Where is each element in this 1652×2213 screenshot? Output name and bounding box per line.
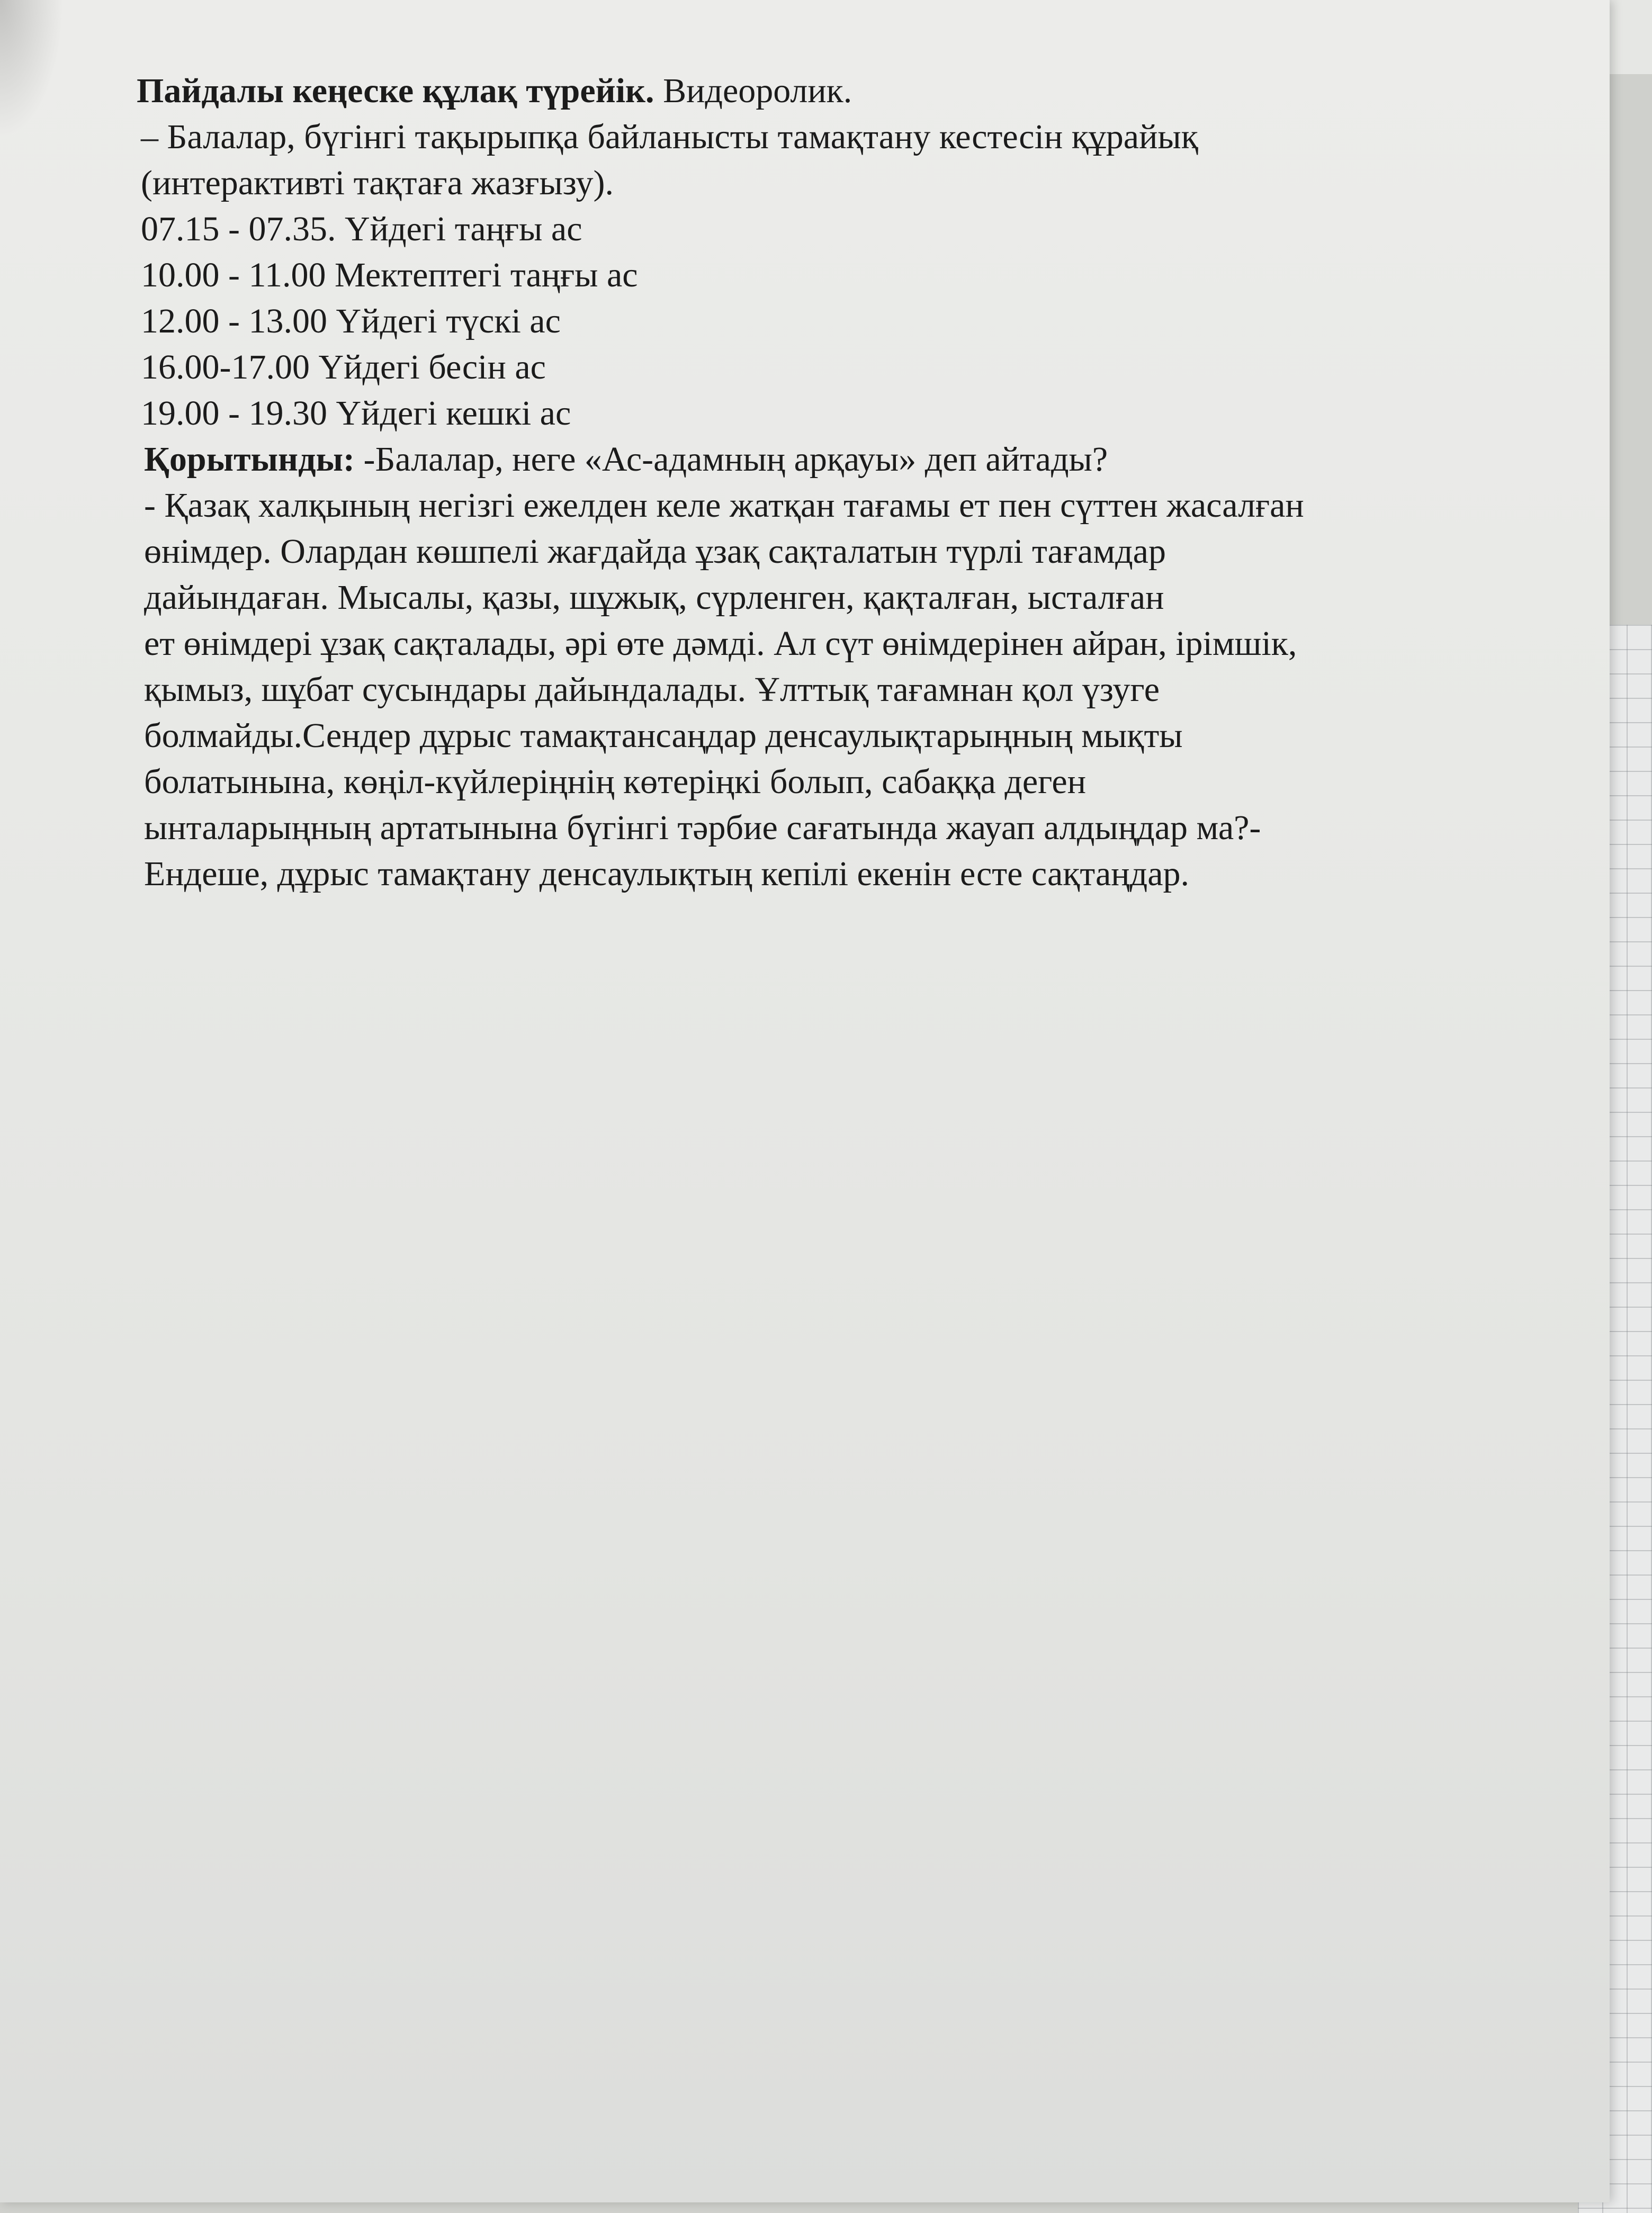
paragraph-line: Ендеше, дұрыс тамақтану денсаулықтың кепілі екенін есте сақтаңдар. xyxy=(144,854,1190,893)
conclusion-question: -Балалар, неге «Ас-адамның арқауы» деп айтады? xyxy=(354,440,1108,479)
schedule-item: 10.00 - 11.00 Мектептегі таңғы ас xyxy=(141,256,638,294)
schedule-item: 16.00-17.00 Үйдегі бесін ас xyxy=(141,348,546,386)
heading-rest: Видеоролик. xyxy=(654,71,852,110)
paragraph-line: болмайды.Сендер дұрыс тамақтансаңдар денсаулықтарыңның мықты xyxy=(144,716,1183,755)
paragraph-line: - Қазақ халқының негізгі ежелден келе жатқан тағамы ет пен сүттен жасалған xyxy=(144,486,1304,525)
paragraph-line: ет өнімдері ұзақ сақталады, әрі өте дәмді. Ал сүт өнімдерінен айран, ірімшік, xyxy=(144,624,1297,663)
paragraph-line: болатынына, көңіл-күйлеріңнің көтеріңкі болып, сабаққа деген xyxy=(144,762,1087,801)
heading-bold: Пайдалы кеңеске құлақ түрейік. xyxy=(137,71,654,110)
intro-line: (интерактивті тақтаға жазғызу). xyxy=(141,164,614,202)
paragraph-line: дайындаған. Мысалы, қазы, шұжық, сүрленген, қақталған, ысталған xyxy=(144,578,1164,617)
paragraph-line: ынталарыңның артатынына бүгінгі тәрбие сағатында жауап алдыңдар ма?- xyxy=(144,808,1261,847)
schedule-item: 07.15 - 07.35. Үйдегі таңғы ас xyxy=(141,210,582,248)
paragraph-line: қымыз, шұбат сусындары дайындалады. Ұлттық тағамнан қол үзуге xyxy=(144,670,1160,709)
page-curl-shadow xyxy=(0,0,64,138)
conclusion-line xyxy=(144,436,1534,482)
intro-line: – Балалар, бүгінгі тақырыпқа байланысты тамақтану кестесін құрайық xyxy=(141,118,1198,156)
document-text xyxy=(137,68,1534,897)
conclusion-label: Қорытынды: xyxy=(144,440,355,479)
paragraph-line: өнімдер. Олардан көшпелі жағдайда ұзақ сақталатын түрлі тағамдар xyxy=(144,532,1166,571)
section-heading xyxy=(137,68,1534,114)
schedule-item: 19.00 - 19.30 Үйдегі кешкі ас xyxy=(141,394,571,433)
schedule-item: 12.00 - 13.00 Үйдегі түскі ас xyxy=(141,302,561,340)
